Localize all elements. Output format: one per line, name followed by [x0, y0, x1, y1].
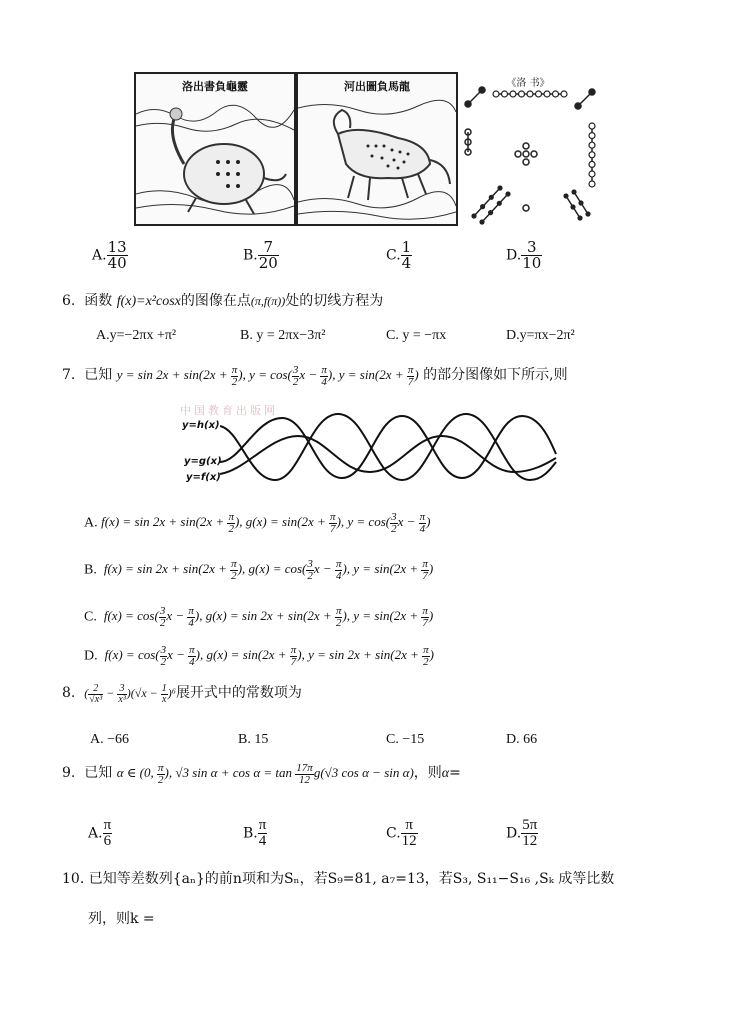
luoshu-turtle-panel	[134, 72, 296, 226]
option-fraction: $\frac{13}{40}$	[107, 238, 127, 272]
option-fraction: $\frac{1}{4}$	[401, 238, 412, 272]
q10-stem-line2: 列，则k =	[88, 911, 155, 927]
question-number: 6.	[62, 293, 76, 309]
q6-function: f(x)=x²cosx	[116, 294, 181, 309]
q8-option-d[interactable]: D. 66	[506, 732, 538, 747]
q7-functions: y = sin 2x + sin(2x + $\frac{\pi}{2}$ ), y = cos( $\frac{3}{2}$ x − $\frac{\pi}{4}$ ), y = sin(2x + $\frac{\pi}{7}$ )	[116, 363, 419, 388]
turtle-caption: 洛出書負龜靈	[182, 80, 248, 93]
option-fraction: $\frac{\pi}{6}$	[103, 817, 112, 849]
q5-option-c[interactable]	[386, 240, 412, 271]
q8-option-b[interactable]: B. 15	[238, 732, 269, 747]
option-fraction: $\frac{5\pi}{12}$	[522, 817, 538, 849]
q6-mid: 的图像在点	[180, 293, 251, 309]
q9-post: ，则	[413, 765, 442, 781]
q6-point: (π,f(π))	[250, 294, 286, 308]
q9-expression: α ∈ (0, $\frac{\pi}{2}$ ), √3 sin α + cos α = tan $\frac{17\pi}{12}$ g(√3 cos α − sin α)	[116, 761, 414, 786]
option-letter: A.	[92, 247, 107, 264]
question-number: 9.	[62, 765, 76, 781]
q7-graph	[170, 400, 562, 490]
q8-option-a[interactable]: A. −66	[90, 732, 130, 747]
q9-pre: 已知	[84, 765, 113, 781]
option-letter: D.	[506, 247, 522, 264]
q7-option-d[interactable]: D. f(x) = cos( $\frac{3}{2}$ x − $\frac{\pi}{4}$ ), g(x) = sin(2x + $\frac{\pi}{7}$ ), y = sin 2x + sin(2x + $\frac{\pi}{2}$ )	[84, 644, 435, 668]
q9-option-c[interactable]: C. $\frac{\pi}{12}$	[386, 817, 417, 849]
option-fraction: $\frac{3}{10}$	[522, 238, 542, 272]
q7-tail: 的部分图像如下所示,则	[423, 367, 568, 383]
q5-option-d[interactable]	[506, 240, 542, 271]
curve-f	[220, 436, 556, 474]
question-number: 8.	[62, 685, 76, 701]
q7-option-b[interactable]: B. f(x) = sin 2x + sin(2x + $\frac{\pi}{2}$ ), g(x) = cos( $\frac{3}{2}$ x − $\frac{\pi}{4}$ ), y = sin(2x + $\frac{\pi}{7}$ )	[84, 558, 434, 582]
watermark: 中国教育出版网	[180, 404, 278, 417]
option-letter: C.	[386, 247, 401, 264]
luoshu-dot-diagram	[460, 72, 610, 226]
q8-stem	[62, 682, 302, 705]
question-number: 7.	[62, 367, 76, 383]
luoshu-caption: 《洛 书》	[506, 78, 550, 89]
question-number: 10.	[62, 871, 85, 887]
q7-option-c[interactable]: C. f(x) = cos( $\frac{3}{2}$ x − $\frac{\pi}{4}$ ), g(x) = sin 2x + sin(2x + $\frac{\pi}{2}$ ), y = sin(2x + $\frac{\pi}{7}$ )	[84, 605, 434, 629]
label-h: y=h(x)	[182, 420, 220, 431]
q7-option-a[interactable]: A. f(x) = sin 2x + sin(2x + $\frac{\pi}{2}$ ), g(x) = sin(2x + $\frac{\pi}{7}$ ), y = cos( $\frac{3}{2}$ x − $\frac{\pi}{4}$ )	[84, 511, 431, 535]
label-g: y=g(x)	[184, 456, 222, 467]
q7-stem	[62, 364, 568, 388]
q5-option-b[interactable]	[243, 240, 279, 271]
q10-text: 已知等差数列{aₙ}的前n项和为Sₙ，若S₉=81, a₇=13，若S₃, S₁₁−S₁₆ ,Sₖ 成等比数	[88, 871, 615, 887]
horse-caption: 河出圖負馬龍	[344, 80, 410, 93]
q6-post: 处的切线方程为	[285, 293, 384, 309]
q5-option-a[interactable]	[92, 240, 128, 271]
horse-illustration	[298, 94, 456, 222]
turtle-illustration	[136, 94, 294, 222]
q6-option-d[interactable]: D.y=πx−2π²	[506, 328, 575, 343]
q7-curves	[170, 400, 562, 490]
option-fraction: $\frac{7}{20}$	[258, 238, 278, 272]
q9-stem: 9. 已知 α ∈ (0, $\frac{\pi}{2}$ ), √3 sin α + cos α = tan $\frac{17\pi}{12}$ g(√3 cos α − sin α)，则α=	[62, 761, 461, 786]
option-letter: B.	[243, 247, 258, 264]
q6-option-c[interactable]: C. y = −πx	[386, 328, 447, 343]
q8-option-c[interactable]: C. −15	[386, 732, 425, 747]
luoshu-dots	[460, 84, 606, 226]
q8-post: 展开式中的常数项为	[175, 685, 302, 701]
q9-option-a[interactable]: A. $\frac{\pi}{6}$	[88, 817, 112, 849]
q6-option-a[interactable]: A.y=−2πx +π²	[96, 328, 177, 343]
q9-option-b[interactable]: B. $\frac{\pi}{4}$	[243, 817, 267, 849]
hetu-horse-panel	[296, 72, 458, 226]
q7-pre: 已知	[84, 367, 113, 383]
q8-expression: ( $\frac{2}{\text{√x³}}$ − $\frac{3}{\text{x³}}$ )(√x − $\frac{1}{x}$ )⁶	[84, 682, 176, 705]
q6-option-b[interactable]: B. y = 2πx−3π²	[240, 328, 326, 343]
q6-stem	[62, 290, 383, 310]
q6-pre: 函数	[84, 293, 113, 309]
option-fraction: $\frac{\pi}{4}$	[258, 817, 267, 849]
q9-option-d[interactable]: D. $\frac{5\pi}{12}$	[506, 817, 538, 849]
label-f: y=f(x)	[186, 472, 221, 483]
option-fraction: $\frac{\pi}{12}$	[401, 817, 417, 849]
curve-g	[220, 416, 556, 478]
q10-stem-line1	[62, 868, 614, 888]
